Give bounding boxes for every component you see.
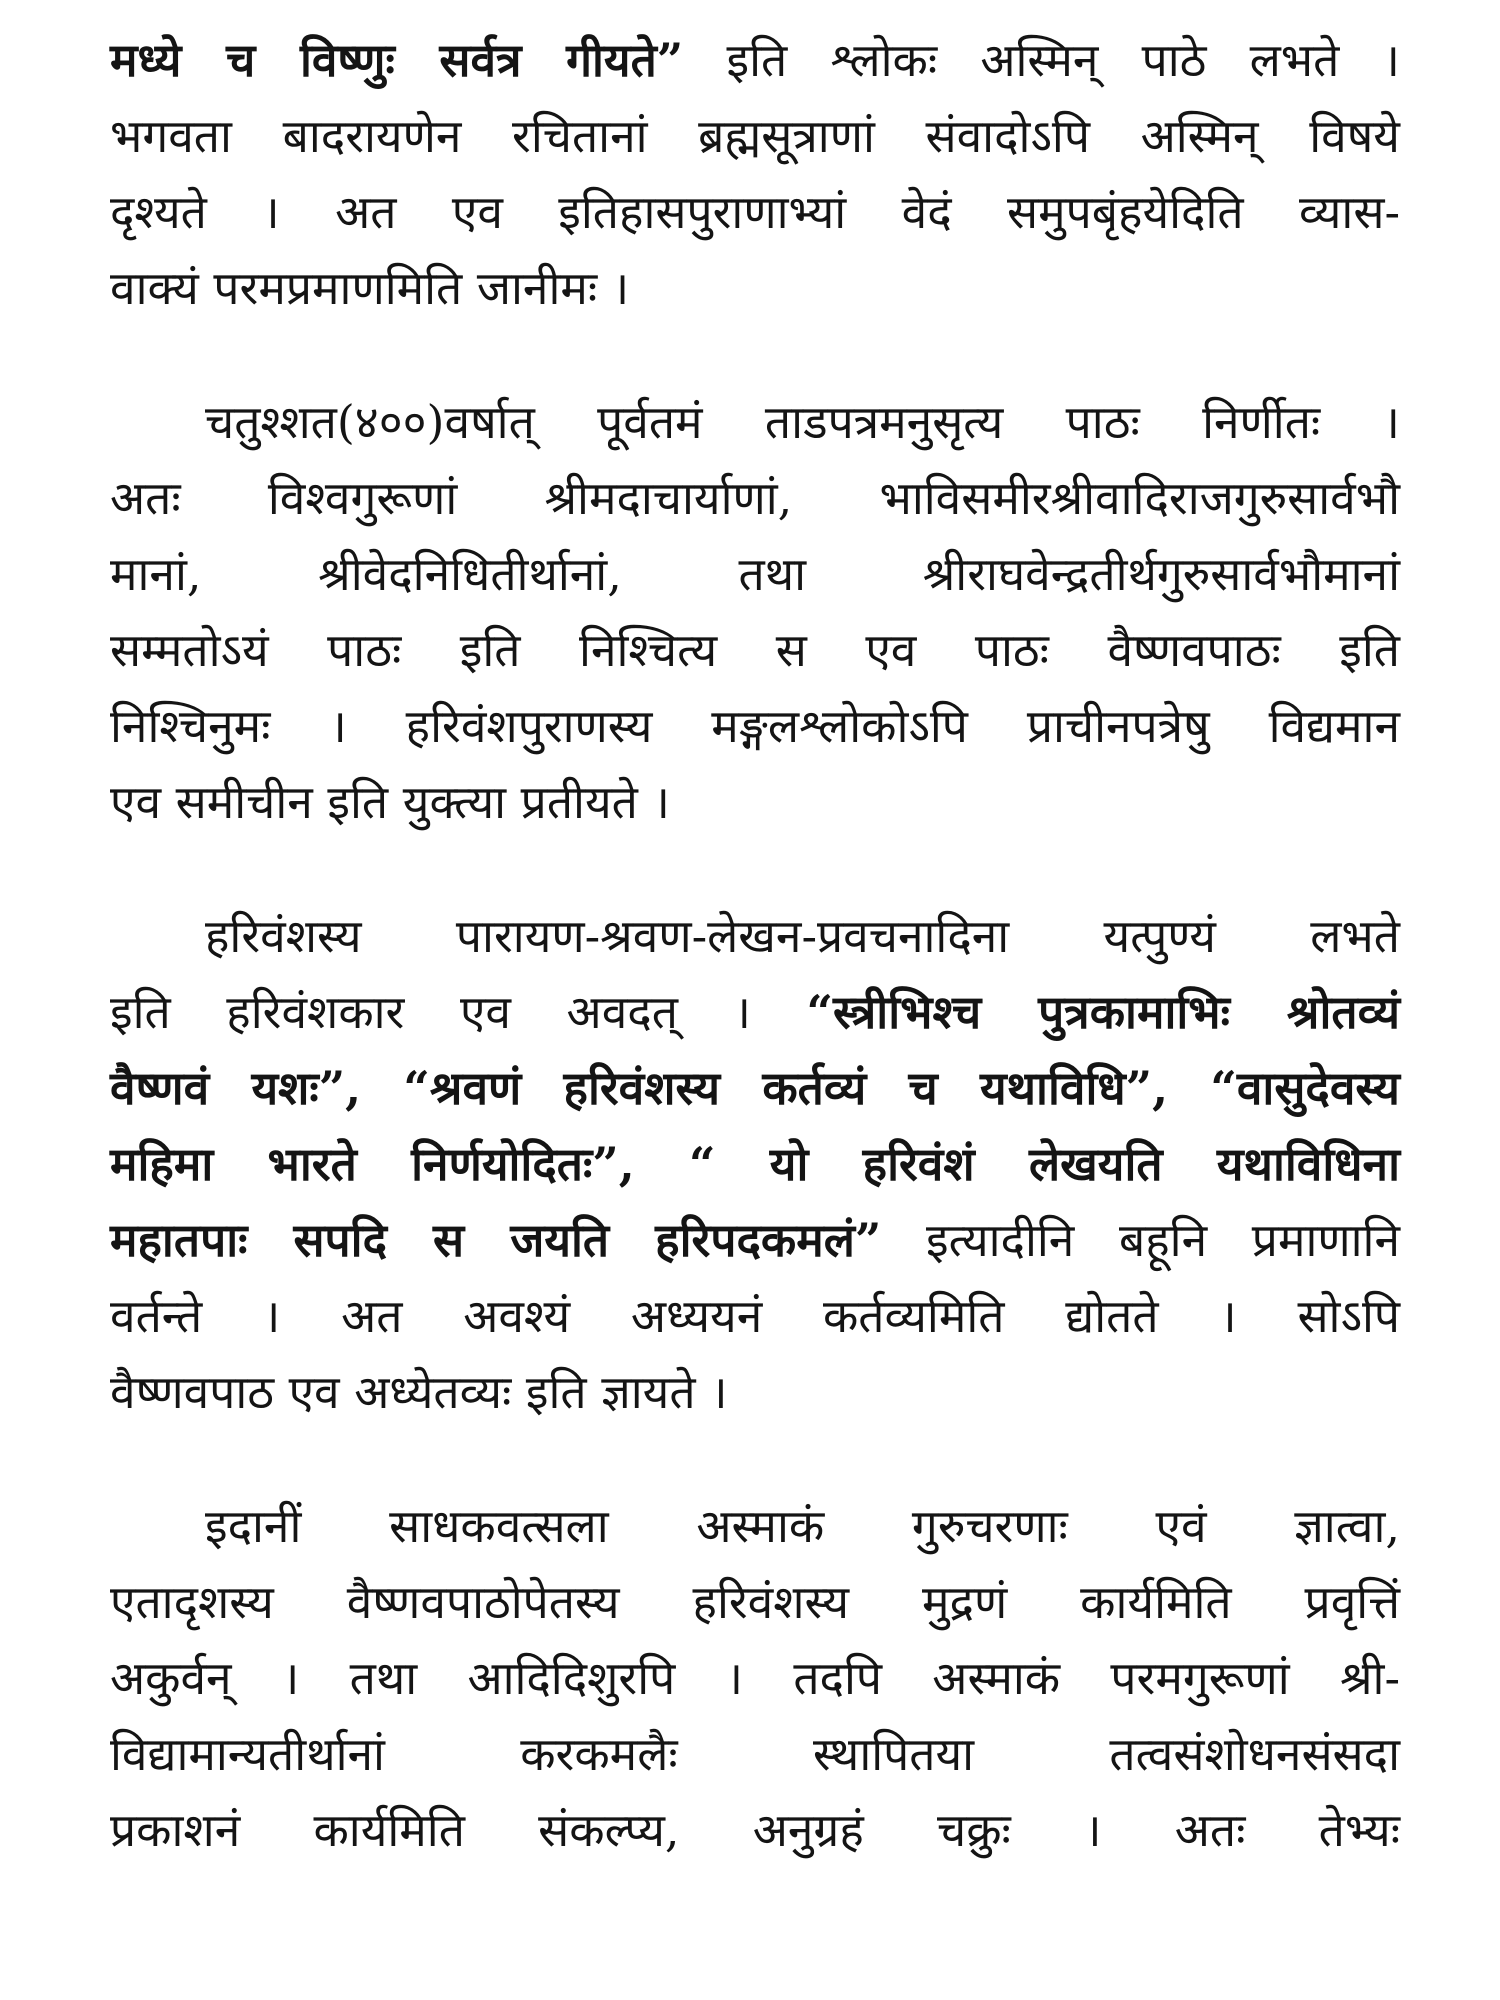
text-line [110,1716,1400,1792]
paragraph-p3 [110,898,1400,1430]
text-segment: वाक्यं परमप्रमाणमिति जानीमः । [110,261,630,315]
text-line [110,98,1400,174]
bold-quote-segment: वैष्णवं यशः”, “श्रवणं हरिवंशस्य कर्तव्यं च यथाविधि”, “वासुदेवस्य [110,1061,1400,1115]
bold-quote-segment: महातपाः सपदि स जयति हरिपदकमलं” [110,1213,882,1267]
text-segment: एव समीचीन इति युक्त्या प्रतीयते । [110,775,670,829]
text-segment: इति श्लोकः अस्मिन् पाठे लभते । [683,33,1400,87]
text-line [110,1050,1400,1126]
text-line [110,1792,1400,1868]
text-segment: दृश्यते । अत एव इतिहासपुराणाभ्यां वेदं समुपबृंहयेदिति व्यास- [110,185,1400,239]
text-line [110,974,1400,1050]
text-segment: भगवता बादरायणेन रचितानां ब्रह्मसूत्राणां संवादोऽपि अस्मिन् विषये [110,109,1400,163]
text-line [110,1564,1400,1640]
text-line [110,1126,1400,1202]
text-line [110,1640,1400,1716]
text-segment: इत्यादीनि बहूनि प्रमाणानि [881,1213,1400,1267]
text-line [110,250,1400,326]
text-line [110,764,1400,840]
document-page [110,22,1400,1868]
text-line [110,612,1400,688]
text-segment: विद्यामान्यतीर्थानां करकमलैः स्थापितया तत्वसंशोधनसंसदा [110,1727,1400,1781]
text-line [110,174,1400,250]
paragraph-p4 [110,1488,1400,1868]
text-line [110,1354,1400,1430]
text-segment: प्रकाशनं कार्यमिति संकल्प्य, अनुग्रहं चक्रुः । अतः तेभ्यः [110,1803,1400,1857]
text-segment: इदानीं साधकवत्सला अस्माकं गुरुचरणाः एवं ज्ञात्वा, [205,1499,1400,1553]
text-line [110,1202,1400,1278]
text-line [110,22,1400,98]
text-segment: मानां, श्रीवेदनिधितीर्थानां, तथा श्रीराघवेन्द्रतीर्थगुरुसार्वभौमानां [110,547,1400,601]
text-segment: एतादृशस्य वैष्णवपाठोपेतस्य हरिवंशस्य मुद्रणं कार्यमिति प्रवृत्तिं [110,1575,1400,1629]
text-line [110,898,1400,974]
text-line [110,1488,1400,1564]
text-segment: वर्तन्ते । अत अवश्यं अध्ययनं कर्तव्यमिति द्योतते । सोऽपि [110,1289,1400,1343]
text-segment: वैष्णवपाठ एव अध्येतव्यः इति ज्ञायते । [110,1365,728,1419]
text-segment: अकुर्वन् । तथा आदिदिशुरपि । तदपि अस्माकं परमगुरूणां श्री- [110,1651,1400,1705]
text-segment: चतुश्शत(४००)वर्षात् पूर्वतमं ताडपत्रमनुसृत्य पाठः निर्णीतः । [205,395,1400,449]
text-segment: हरिवंशस्य पारायण-श्रवण-लेखन-प्रवचनादिना यत्पुण्यं लभते [205,909,1400,963]
text-segment: सम्मतोऽयं पाठः इति निश्चित्य स एव पाठः वैष्णवपाठः इति [110,623,1400,677]
text-line [110,688,1400,764]
paragraph-p1 [110,22,1400,326]
bold-quote-segment: महिमा भारते निर्णयोदितः”, “ यो हरिवंशं लेखयति यथाविधिना [110,1137,1400,1191]
bold-quote-segment: “स्त्रीभिश्च पुत्रकामाभिः श्रोतव्यं [806,985,1400,1039]
text-segment: इति हरिवंशकार एव अवदत् । [110,985,807,1039]
text-segment: अतः विश्वगुरूणां श्रीमदाचार्याणां, भाविसमीरश्रीवादिराजगुरुसार्वभौ [110,471,1400,525]
text-segment: निश्चिनुमः । हरिवंशपुराणस्य मङ्गलश्लोकोऽपि प्राचीनपत्रेषु विद्यमान [110,699,1400,753]
text-line [110,460,1400,536]
bold-quote-segment: मध्ये च विष्णुः सर्वत्र गीयते” [110,33,684,87]
text-line [110,1278,1400,1354]
text-line [110,536,1400,612]
text-line [110,384,1400,460]
paragraph-p2 [110,384,1400,840]
